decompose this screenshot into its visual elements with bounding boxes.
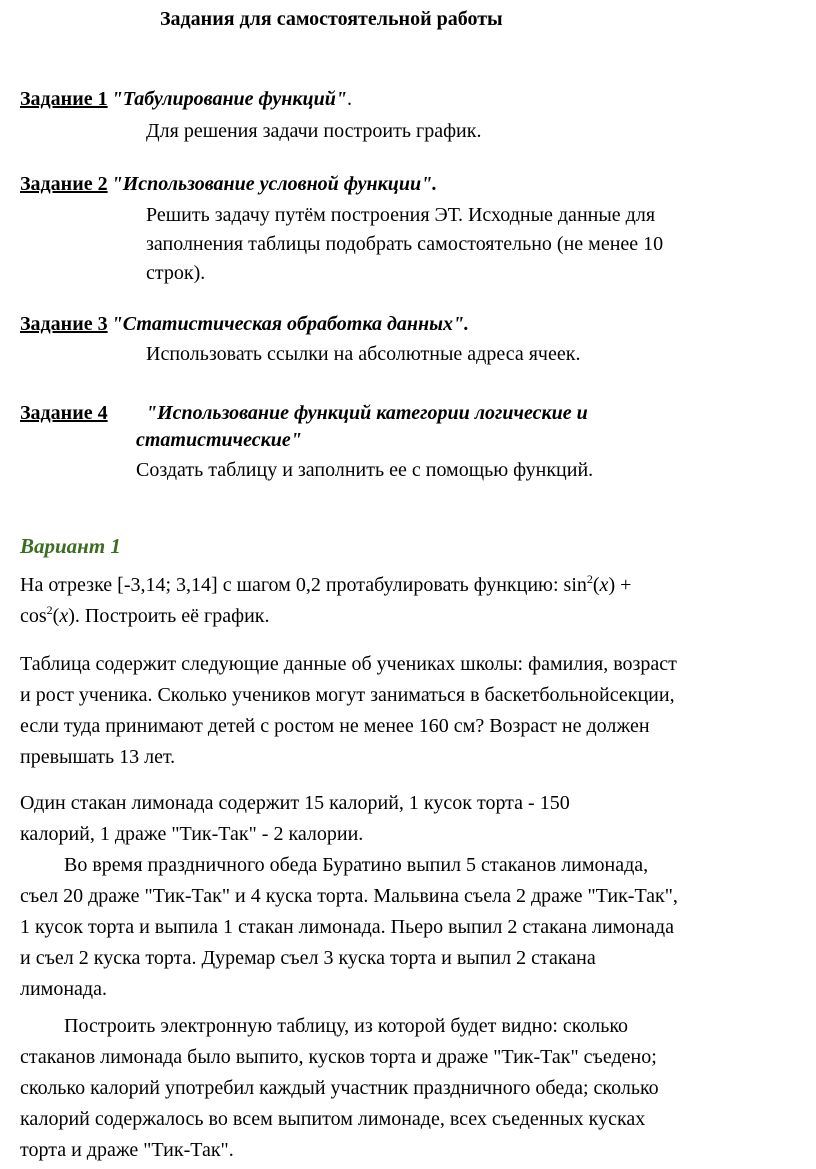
task-4-name: "Использование функций категории логические и xyxy=(146,402,588,424)
variant-paragraph-3 xyxy=(20,788,570,850)
p1-plus: + xyxy=(615,574,632,596)
paragraph-line: Один стакан лимонада содержит 15 калорий, 1 кусок торта - 150 xyxy=(20,792,570,814)
paragraph-line: и рост ученика. Сколько учеников могут заниматься в баскетбольнойсекции, xyxy=(20,684,675,706)
task-1-label: Задание 1 xyxy=(20,88,108,110)
p1-sup-sin: 2 xyxy=(586,572,593,586)
p1-x-var: x xyxy=(599,574,609,596)
p1-x-var: x xyxy=(59,605,69,627)
paragraph-line: Построить электронную таблицу, из которой будет видно: сколько xyxy=(64,1015,629,1037)
task-1-desc: Для решения задачи построить график. xyxy=(146,120,482,142)
task-2-name: "Использование условной функции". xyxy=(111,173,438,195)
task-1-name-suffix: . xyxy=(346,88,352,110)
task-3-name: "Статистическая обработка данных". xyxy=(111,313,470,335)
p1-rest: . Построить её график. xyxy=(74,605,270,627)
task-4-heading xyxy=(20,402,108,425)
variant-paragraph-5 xyxy=(20,1011,659,1166)
paragraph-line: съел 20 драже "Тик-Так" и 4 куска торта. Мальвина съела 2 драже "Тик-Так", xyxy=(20,885,678,907)
task-2-desc-line: строк). xyxy=(146,262,206,284)
page-title: Задания для самостоятельной работы xyxy=(160,8,503,30)
task-2-heading xyxy=(20,173,437,196)
task-1-heading xyxy=(20,88,352,111)
paragraph-line: Таблица содержит следующие данные об учениках школы: фамилия, возраст xyxy=(20,653,677,675)
paragraph-line: лимонада. xyxy=(20,978,107,1000)
paragraph-line: калорий, 1 драже "Тик-Так" - 2 калории. xyxy=(20,823,364,845)
task-3-label: Задание 3 xyxy=(20,313,108,335)
variant-paragraph-2 xyxy=(20,649,677,773)
variant-heading: Вариант 1 xyxy=(20,534,121,558)
paragraph-line: калорий содержалось во всем выпитом лимонаде, всех съеденных кусках xyxy=(20,1108,646,1130)
task-2-desc-line: Решить задачу путём построения ЭТ. Исходные данные для xyxy=(146,204,656,226)
paragraph-line: превышать 13 лет. xyxy=(20,746,176,768)
paragraph-line: 1 кусок торта и выпила 1 стакан лимонада. Пьеро выпил 2 стакана лимонада xyxy=(20,916,674,938)
task-3-heading xyxy=(20,313,469,336)
task-1-name: "Табулирование функций" xyxy=(111,88,347,110)
paragraph-line: Во время праздничного обеда Буратино выпил 5 стаканов лимонада, xyxy=(64,854,649,876)
variant-paragraph-1: На отрезке [-3,14; 3,14] с шагом 0,2 протабулировать функцию: $\sin^2(x)$ + $\cos^2(x)$. Построить её график. xyxy=(20,572,632,627)
task-4-label: Задание 4 xyxy=(20,402,108,424)
paragraph-line: и съел 2 куска торта. Дуремар съел 3 куска торта и выпил 2 стакана xyxy=(20,947,596,969)
p1-sup-cos: 2 xyxy=(46,603,53,617)
variant-paragraph-4 xyxy=(20,850,678,1005)
task-4-desc: Создать таблицу и заполнить ее с помощью функций. xyxy=(136,459,594,481)
paragraph-line: если туда принимают детей с ростом не менее 160 см? Возраст не должен xyxy=(20,715,650,737)
p1-cos: cos xyxy=(20,605,47,627)
task-2-desc-line: заполнения таблицы подобрать самостоятельно (не менее 10 xyxy=(146,233,664,255)
p1-text: На отрезке [-3,14; 3,14] с шагом 0,2 протабулировать функцию: sin xyxy=(20,574,587,596)
paragraph-line: сколько калорий употребил каждый участник праздничного обеда; сколько xyxy=(20,1077,659,1099)
task-2-label: Задание 2 xyxy=(20,173,108,195)
paragraph-line: стаканов лимонада было выпито, кусков торта и драже "Тик-Так" съедено; xyxy=(20,1046,657,1068)
task-3-desc: Использовать ссылки на абсолютные адреса ячеек. xyxy=(146,343,581,365)
paragraph-line: торта и драже "Тик-Так". xyxy=(20,1139,234,1161)
task-4-name-line2: статистические" xyxy=(136,429,302,451)
